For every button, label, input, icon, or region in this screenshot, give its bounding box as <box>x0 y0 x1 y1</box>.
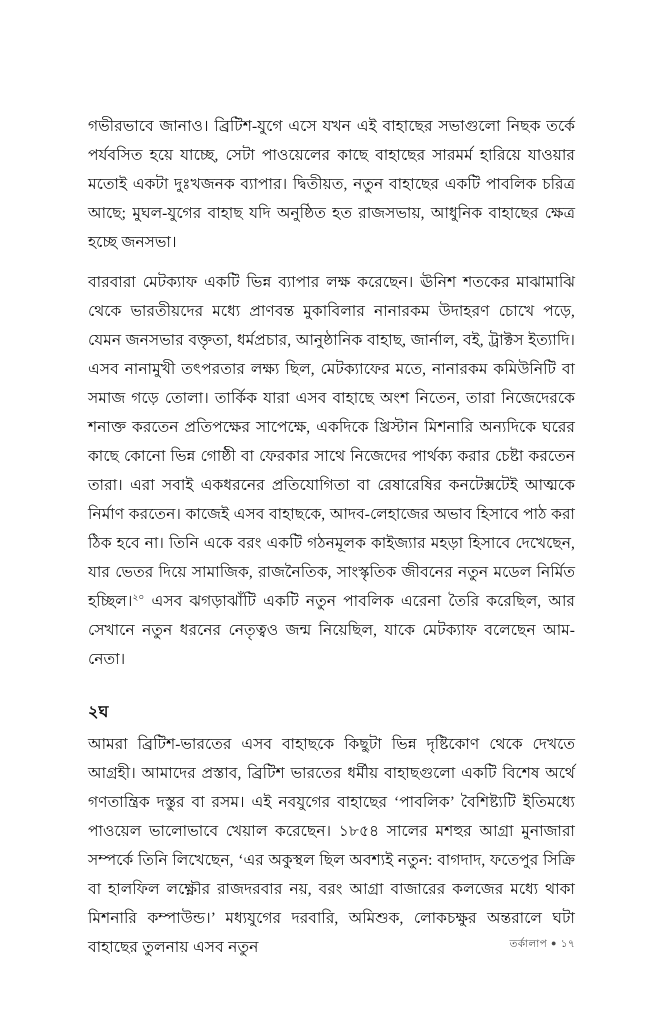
paragraph-3: আমরা ব্রিটিশ-ভারতের এসব বাহাছকে কিছুটা ভিন্ন দৃষ্টিকোণ থেকে দেখতে আগ্রহী। আমাদের প্রস্তাব, ব্রিটিশ ভারতের ধর্মীয় বাহাছগুলো একটি বিশেষ অর্থে গণতান্ত্রিক দস্তুর বা রসম। এই নবযুগের বাহাছের ‘পাবলিক’ বৈশিষ্ট্যটি ইতিমধ্যে পাওয়েল ভালোভাবে খেয়াল করেছেন। ১৮৫৪ সালের মশহুর আগ্রা মুনাজারা সম্পর্কে তিনি লিখেছেন, ‘এর অকুস্থল ছিল অবশ্যই নতুন: বাগদাদ, ফতেপুর সিক্রি বা হালফিল লক্ষ্ণৌর রাজদরবার নয়, বরং আগ্রা বাজারের কলজের মধ্যে থাকা মিশনারি কম্পাউন্ড।’ মধ্যযুগের দরবারি, অমিশুক, লোকচক্ষুর অন্তরালে ঘটা বাহাছের তুলনায় এসব নতুন <box>88 736 575 956</box>
paragraph-2-text-before-footnote: বারবারা মেটক্যাফ একটি ভিন্ন ব্যাপার লক্ষ করেছেন। ঊনিশ শতকের মাঝামাঝি থেকে ভারতীয়দের মধ্যে প্রাণবন্ত মুকাবিলার নানারকম উদাহরণ চোখে পড়ে, যেমন জনসভার বক্তৃতা, ধর্মপ্রচার, আনুষ্ঠানিক বাহাছ, জার্নাল, বই, ট্রাক্টস ইত্যাদি। এসব নানামুখী তৎপরতার লক্ষ্য ছিল, মেটক্যাফের মতে, নানারকম কমিউনিটি বা সমাজ গড়ে তোলা। তার্কিক যারা এসব বাহাছে অংশ নিতেন, তারা নিজেদেরকে শনাক্ত করতেন প্রতিপক্ষের সাপেক্ষে, একদিকে খ্রিস্টান মিশনারি অন্যদিকে ঘরের কাছে কোনো ভিন্ন গোষ্ঠী বা ফেরকার সাথে নিজেদের পার্থক্য করার চেষ্টা করতেন তারা। এরা সবাই একধরনের প্রতিযোগিতা বা রেষারেষির কনটেক্সটেই আত্মকে নির্মাণ করতেন। কাজেই এসব বাহাছকে, আদব-লেহাজের অভাব হিসাবে পাঠ করা ঠিক হবে না। তিনি একে বরং একটি গঠনমূলক কাইজ্যার মহড়া হিসাবে দেখেছেন, যার ভেতর দিয়ে সামাজিক, রাজনৈতিক, সাংস্কৃতিক জীবনের নতুন মডেল নির্মিত হচ্ছিল। <box>88 274 575 610</box>
paragraph-2-text-after-footnote: এসব ঝগড়াঝাঁটি একটি নতুন পাবলিক এরেনা তৈরি করেছিল, আর সেখানে নতুন ধরনের নেতৃত্বও জন্ম নিয়েছিল, যাকে মেটক্যাফ বলেছেন আম-নেতা। <box>88 593 575 668</box>
paragraph-2 <box>88 268 575 674</box>
footnote-reference-marker[interactable]: ২০ <box>132 591 145 602</box>
paragraph-1: গভীরভাবে জানাও। ব্রিটিশ-যুগে এসে যখন এই বাহাছের সভাগুলো নিছক তর্কে পর্যবসিত হয়ে যাচ্ছে, সেটা পাওয়েলের কাছে বাহাছের সারমর্ম হারিয়ে যাওয়ার মতোই একটা দুঃখজনক ব্যাপার। দ্বিতীয়ত, নতুন বাহাছের একটি পাবলিক চরিত্র আছে; মুঘল-যুগের বাহাছ যদি অনুষ্ঠিত হত রাজসভায়, আধুনিক বাহাছের ক্ষেত্র হচ্ছে জনসভা। <box>88 118 575 251</box>
footer-book-title: তর্কালাপ <box>509 939 547 950</box>
page-footer <box>88 936 575 952</box>
section-heading: ২ঘ <box>88 704 109 721</box>
page-content <box>88 112 575 962</box>
footer-separator-dot: ● <box>551 938 557 948</box>
footer-page-number: ১৭ <box>560 939 575 950</box>
